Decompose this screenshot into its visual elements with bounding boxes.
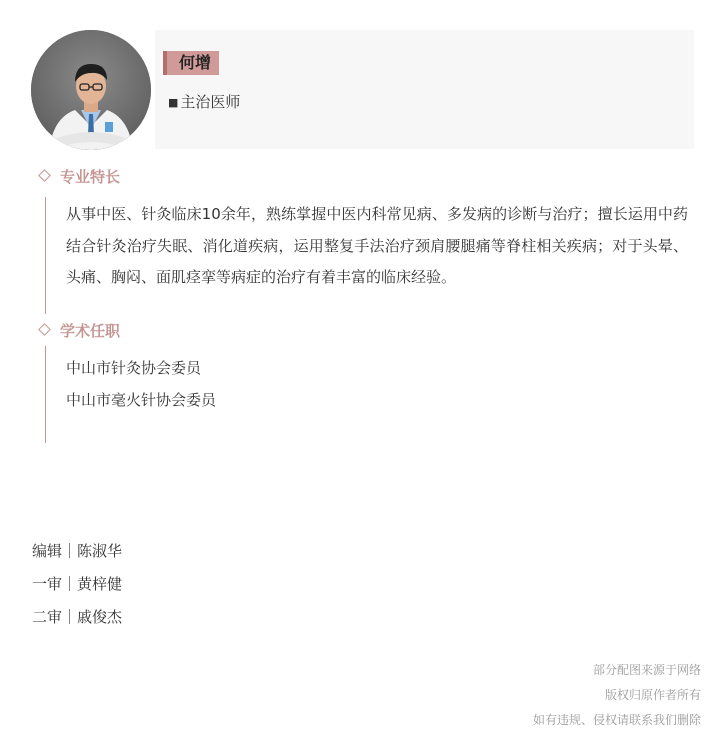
academic-heading-text: 学术任职 bbox=[60, 322, 121, 340]
specialty-heading-text: 专业特长 bbox=[60, 168, 121, 186]
second-review-credit: 二审｜戚俊杰 bbox=[32, 608, 123, 626]
doctor-avatar bbox=[31, 30, 151, 150]
doctor-title-line bbox=[168, 92, 240, 113]
specialty-section bbox=[45, 197, 688, 314]
footer-source-note: 部分配图来源于网络 bbox=[592, 663, 701, 677]
diamond-icon bbox=[38, 323, 51, 336]
academic-roles-list bbox=[66, 353, 216, 416]
specialty-heading bbox=[40, 167, 120, 187]
editor-credit: 编辑｜陈淑华 bbox=[32, 542, 123, 560]
footer-removal-note: 如有违规、侵权请联系我们删除 bbox=[532, 713, 701, 727]
doctor-title: 主治医师 bbox=[180, 93, 241, 111]
profile-card bbox=[155, 30, 694, 149]
academic-heading bbox=[40, 321, 120, 341]
title-bullet: ■ bbox=[168, 96, 179, 109]
first-review-credit: 一审｜黄梓健 bbox=[32, 575, 123, 593]
academic-role: 中山市毫火针协会委员 bbox=[66, 390, 217, 409]
diamond-icon bbox=[38, 169, 51, 182]
doctor-name: 何增 bbox=[163, 51, 219, 75]
academic-section bbox=[45, 346, 216, 443]
footer-copyright-note: 版权归原作者所有 bbox=[604, 688, 701, 702]
academic-role: 中山市针灸协会委员 bbox=[66, 359, 202, 377]
specialty-text: 从事中医、针灸临床10余年，熟练掌握中医内科常见病、多发病的诊断与治疗；擅长运用中药结合针灸治疗失眠、消化道疾病，运用整复手法治疗颈肩腰腿痛等脊柱相关疾病；对于头晕、头痛、胸闷、面肌痉挛等病症的治疗有着丰富的临床经验。 bbox=[66, 205, 688, 286]
